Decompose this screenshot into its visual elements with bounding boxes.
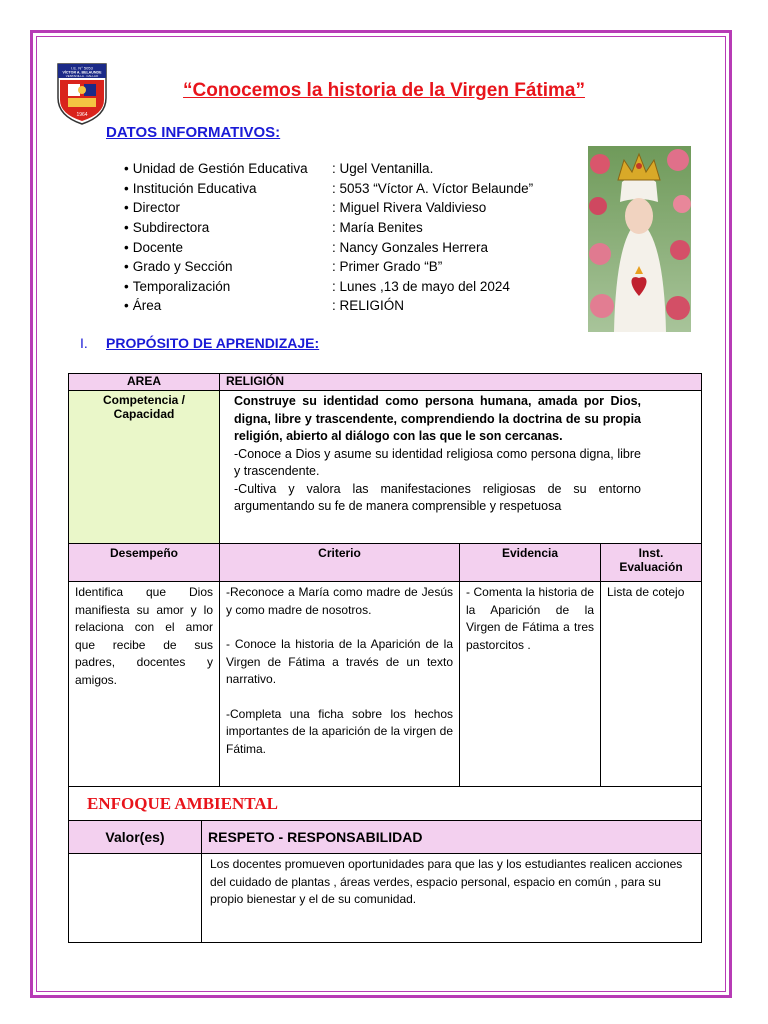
info-value: : Primer Grado “B” — [332, 259, 443, 275]
competencia-label: Competencia / Capacidad — [69, 391, 220, 544]
info-row — [124, 277, 533, 297]
criterio-cell — [220, 582, 460, 787]
proposito-heading: PROPÓSITO DE APRENDIZAJE: — [106, 335, 320, 351]
area-label: AREA — [69, 374, 220, 391]
enfoque-row — [69, 787, 702, 821]
virgin-fatima-image — [588, 146, 691, 332]
inst-cell: Lista de cotejo — [601, 582, 702, 787]
description-row — [69, 854, 702, 943]
competencia-cell — [220, 391, 702, 544]
info-row — [124, 159, 533, 179]
info-row — [124, 257, 533, 277]
valor-label: Valor(es) — [69, 821, 202, 854]
info-value: : María Benites — [332, 220, 423, 236]
header-row — [69, 544, 702, 582]
enfoque-table — [68, 786, 702, 943]
criterio-item: - Conoce la historia de la Aparición de la Virgen de Fátima a través de un texto narrativo. — [226, 637, 453, 686]
info-label: • Área — [124, 298, 332, 313]
info-label: • Temporalización — [124, 279, 332, 294]
info-label: • Unidad de Gestión Educativa — [124, 161, 332, 176]
competencia-row — [69, 391, 702, 544]
info-label: • Director — [124, 200, 332, 215]
info-label: • Docente — [124, 240, 332, 255]
header-desempeno: Desempeño — [69, 544, 220, 582]
logo-text-name: VÍCTOR A. BELAUNDE — [62, 70, 102, 75]
info-list — [124, 159, 533, 316]
logo-text-top: I.E. N° 5053 — [71, 65, 93, 71]
info-row — [124, 198, 533, 218]
enfoque-title: ENFOQUE AMBIENTAL — [69, 787, 702, 821]
evidencia-cell: - Comenta la historia de la Aparición de la Virgen de Fátima a tres pastorcitos . — [460, 582, 601, 787]
logo-year: 1964 — [76, 112, 88, 118]
info-label: • Grado y Sección — [124, 259, 332, 274]
info-label: • Institución Educativa — [124, 181, 332, 196]
area-row — [69, 374, 702, 391]
header-evidencia: Evidencia — [460, 544, 601, 582]
competencia-text: Construye su identidad como persona humana, amada por Dios, digna, libre y trascendente, comprendiendo la doctrina de su propia religión, abierto al diálogo con las que le son cercanas. — [234, 394, 641, 443]
valor-row — [69, 821, 702, 854]
info-row — [124, 296, 533, 316]
info-value: : Nancy Gonzales Herrera — [332, 239, 489, 255]
empty-cell — [69, 854, 202, 943]
capacidad-1: -Conoce a Dios y asume su identidad religiosa como persona digna, libre y trascendente. — [234, 446, 641, 478]
info-row — [124, 237, 533, 257]
enfoque-description: Los docentes promueven oportunidades para que las y los estudiantes realicen acciones del cuidado de plantas , áreas verdes, espacio personal, espacio en común , para su propio bienestar y el de su comunidad. — [202, 854, 702, 943]
info-value: : Lunes ,13 de mayo del 2024 — [332, 278, 510, 294]
content-row — [69, 582, 702, 787]
desempeno-cell: Identifica que Dios manifiesta su amor y lo relaciona con el amor que recibe de sus padres, docentes y amigos. — [69, 582, 220, 787]
valor-value: RESPETO - RESPONSABILIDAD — [202, 821, 702, 854]
info-value: : RELIGIÓN — [332, 298, 405, 314]
capacidad-2: -Cultiva y valora las manifestaciones religiosas de su entorno argumentando su fe de manera comprensible y respetuosa — [234, 481, 641, 513]
area-value: RELIGIÓN — [220, 374, 702, 391]
info-value: : Miguel Rivera Valdivieso — [332, 200, 487, 216]
datos-informativos-heading: DATOS INFORMATIVOS: — [106, 124, 281, 141]
page-title: “Conocemos la historia de la Virgen Fátima” — [183, 80, 585, 101]
info-value: : Ugel Ventanilla. — [332, 161, 434, 177]
section-number: I. — [80, 335, 88, 351]
logo-text-place: VENTANILLA · CALLAO — [65, 74, 99, 78]
header-criterio: Criterio — [220, 544, 460, 582]
criterio-item: -Completa una ficha sobre los hechos importantes de la aparición de la virgen de Fátima. — [226, 706, 453, 756]
proposito-table — [68, 373, 702, 787]
header-inst: Inst. Evaluación — [601, 544, 702, 582]
info-row — [124, 218, 533, 238]
info-value: : 5053 “Víctor A. Víctor Belaunde” — [332, 180, 534, 196]
info-row — [124, 179, 533, 199]
info-label: • Subdirectora — [124, 220, 332, 235]
criterio-item: -Reconoce a María como madre de Jesús y como madre de nosotros. — [226, 585, 453, 617]
